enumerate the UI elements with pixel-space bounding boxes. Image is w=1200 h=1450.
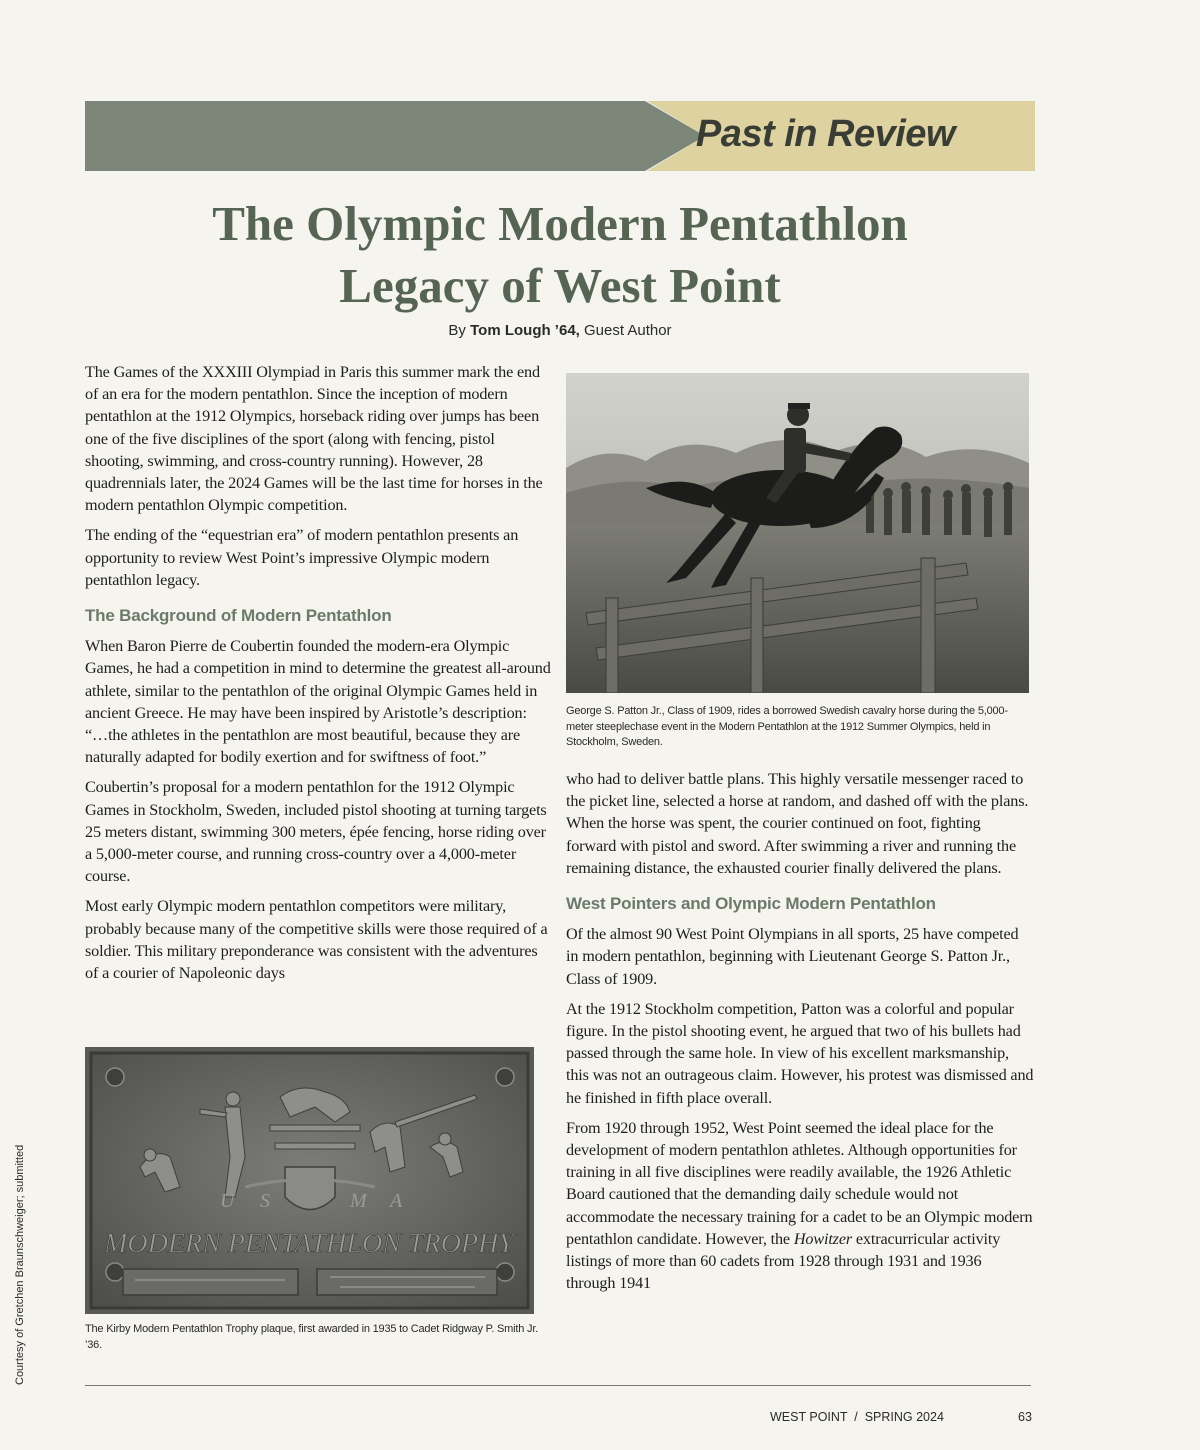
page-number: 63 — [1018, 1410, 1032, 1424]
article-column-right — [566, 768, 1034, 1302]
section-heading: The Background of Modern Pentathlon — [85, 606, 392, 626]
paragraph: The ending of the “equestrian era” of modern pentathlon presents an opportunity to review West Point’s impressive Olympic modern pentathlon legacy. — [85, 526, 519, 589]
section-banner — [85, 101, 1035, 171]
plaque-title-text: MODERN PENTATHLON TROPHY — [102, 1228, 518, 1258]
paragraph: The Games of the XXXIII Olympiad in Paris this summer mark the end of an era for the modern pentathlon. Since the inception of modern pentathlon at the 1912 Olympics, horseback riding over jumps has been one of the five disciplines of the sport (along with fencing, pistol shooting, swimming, and cross-country running). However, 28 quadrennials later, the 2024 Games will be the last time for horses in the modern pentathlon Olympic competition. — [85, 363, 543, 515]
paragraph: When Baron Pierre de Coubertin founded the modern-era Olympic Games, he had a competition in mind to determine the greatest all-around athlete, similar to the pentathlon of the original Olympic Games held in ancient Greece. He may have been inspired by Aristotle’s description: “…the athletes in the pentathlon are most beautiful, because they are naturally adapted for bodily exertion and for swiftness of foot.” — [85, 637, 551, 767]
paragraph: Of the almost 90 West Point Olympians in all sports, 25 have competed in modern pentathlon, beginning with Lieutenant George S. Patton Jr., Class of 1909. — [566, 925, 1019, 988]
byline-prefix: By — [448, 322, 471, 339]
byline-suffix: Guest Author — [579, 322, 672, 339]
paragraph-text: extracurricular activity listings of more than 60 cadets from 1928 through 1931 and 1936 through 1941 — [566, 1229, 1001, 1293]
plaque-letter: S — [260, 1190, 270, 1212]
article-title-line1: The Olympic Modern Pentathlon — [212, 196, 908, 251]
section-label: Past in Review — [695, 113, 955, 155]
howitzer-title: Howitzer — [793, 1229, 853, 1248]
horse-jump-illustration — [566, 373, 1029, 693]
paragraph — [566, 1117, 1034, 1295]
trophy-plaque-photo — [85, 1047, 534, 1314]
footer-publication: WEST POINT / SPRING 2024 — [770, 1410, 944, 1424]
paragraph: Most early Olympic modern pentathlon competitors were military, probably because many of the competitive skills were those required of a soldier. This military preponderance was consistent with the adventures of a courier of Napoleonic days — [85, 897, 548, 983]
plaque-illustration — [85, 1047, 534, 1314]
photo-credit: Courtesy of Gretchen Braunschweiger; submitted — [14, 1144, 26, 1385]
banner-arrow — [85, 101, 705, 171]
plaque-letter: A — [390, 1190, 403, 1212]
plaque-photo-caption: The Kirby Modern Pentathlon Trophy plaque, first awarded in 1935 to Cadet Ridgway P. Smith Jr. ’36. — [85, 1323, 539, 1351]
patton-horse-photo — [566, 373, 1029, 693]
section-heading: West Pointers and Olympic Modern Pentathlon — [566, 894, 936, 914]
byline — [85, 322, 1035, 339]
paragraph: Coubertin’s proposal for a modern pentathlon for the 1912 Olympic Games in Stockholm, Sweden, included pistol shooting at turning targets 25 meters distant, swimming 300 meters, épée fencing, horse riding over a 5,000-meter course, and running cross-country over a 4,000-meter course. — [85, 778, 547, 886]
footer-divider — [85, 1385, 1031, 1386]
article-title-line2: Legacy of West Point — [339, 258, 781, 313]
byline-author: Tom Lough ’64, — [470, 322, 580, 339]
horse-photo-caption: George S. Patton Jr., Class of 1909, rides a borrowed Swedish cavalry horse during the 5,000-meter steeplechase event in the Modern Pentathlon at the 1912 Summer Olympics, held in Stockholm, Sweden. — [566, 705, 1008, 748]
paragraph-text: From 1920 through 1952, West Point seemed the ideal place for the development of modern pentathlon athletes. Although opportunities for training in all five disciplines were readily available, the 1926 Athletic Board cautioned that the demanding daily schedule would not accommodate the necessary training for a cadet to be an Olympic modern pentathlon candidate. However, the — [566, 1118, 1033, 1248]
paragraph: who had to deliver battle plans. This highly versatile messenger raced to the picket line, selected a horse at random, and dashed off with the plans. When the horse was spent, the courier continued on foot, fighting forward with pistol and sword. After swimming a river and running the remaining distance, the exhausted courier finally delivered the plans. — [566, 770, 1029, 877]
plaque-letter: M — [350, 1190, 367, 1212]
paragraph: At the 1912 Stockholm competition, Patton was a colorful and popular figure. In the pistol shooting event, he argued that two of his bullets had passed through the same hole. In view of his excellent marksmanship, this was not an outrageous claim. However, his protest was dismissed and he finished in fifth place overall. — [566, 999, 1034, 1107]
article-column-left — [85, 361, 551, 992]
plaque-letter: U — [220, 1190, 235, 1212]
